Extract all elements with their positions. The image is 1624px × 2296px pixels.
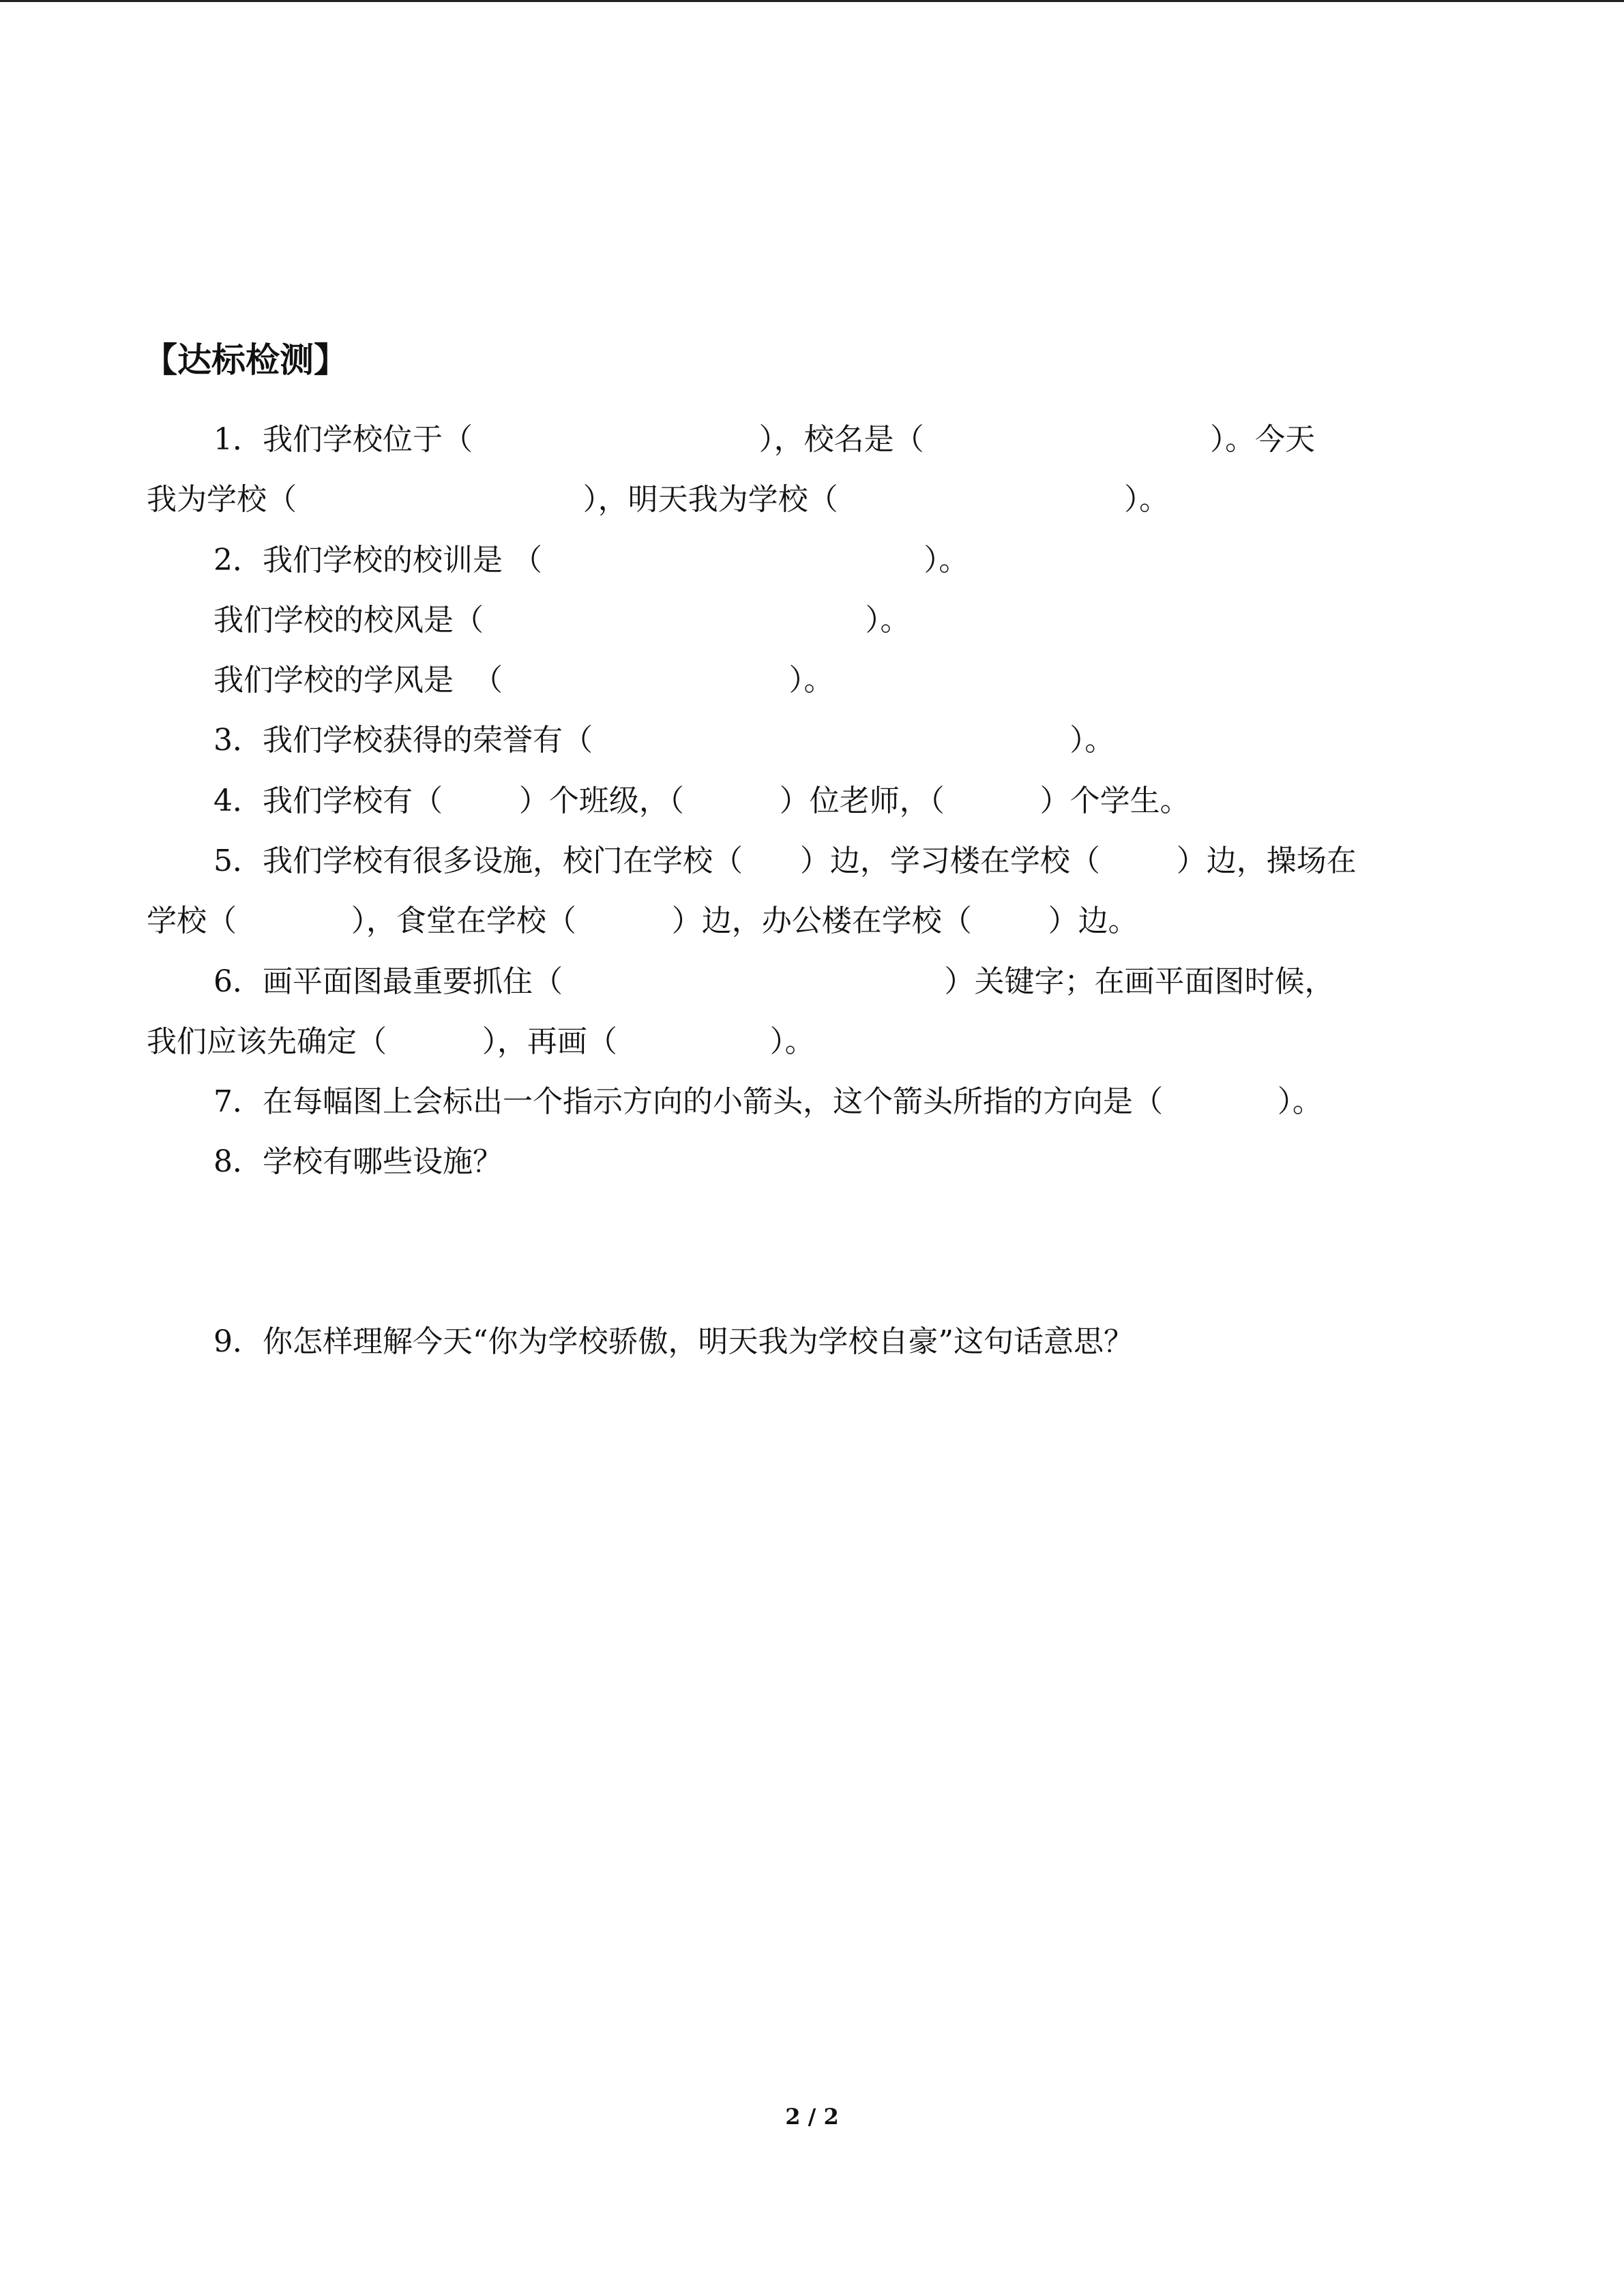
question-1-line-2: 我为学校（ ），明天我为学校（ ）。 [147, 482, 1170, 517]
question-4: 4．我们学校有（ ）个班级，（ ）位老师，（ ）个学生。 [213, 784, 1190, 818]
question-2-line-1: 2．我们学校的校训是 （ ）。 [213, 543, 969, 578]
page-number: 2 / 2 [785, 2104, 839, 2130]
question-2-line-3: 我们学校的学风是 （ ）。 [213, 663, 834, 698]
question-5-line-2: 学校（ ），食堂在学校（ ）边，办公楼在学校（ ）边。 [147, 904, 1138, 938]
question-6-line-2: 我们应该先确定（ ），再画（ ）。 [147, 1024, 815, 1059]
question-8: 8．学校有哪些设施？ [213, 1144, 503, 1179]
question-5-line-1: 5．我们学校有很多设施，校门在学校（ ）边，学习楼在学校（ ）边，操场在 [213, 844, 1357, 878]
page-top-border [0, 0, 1624, 2]
question-9: 9．你怎样理解今天“你为学校骄傲，明天我为学校自豪”这句话意思？ [213, 1324, 1134, 1359]
question-6-line-1: 6．画平面图最重要抓住（ ）关键字；在画平面图时候， [213, 964, 1335, 999]
section-title: 【达标检测】 [143, 340, 348, 380]
question-3: 3．我们学校获得的荣誉有（ ）。 [213, 723, 1115, 758]
question-7: 7．在每幅图上会标出一个指示方向的小箭头，这个箭头所指的方向是（ ）。 [213, 1084, 1323, 1119]
question-1-line-1: 1．我们学校位于（ ），校名是（ ）。今天 [213, 422, 1316, 457]
question-2-line-2: 我们学校的校风是（ ）。 [213, 603, 911, 638]
